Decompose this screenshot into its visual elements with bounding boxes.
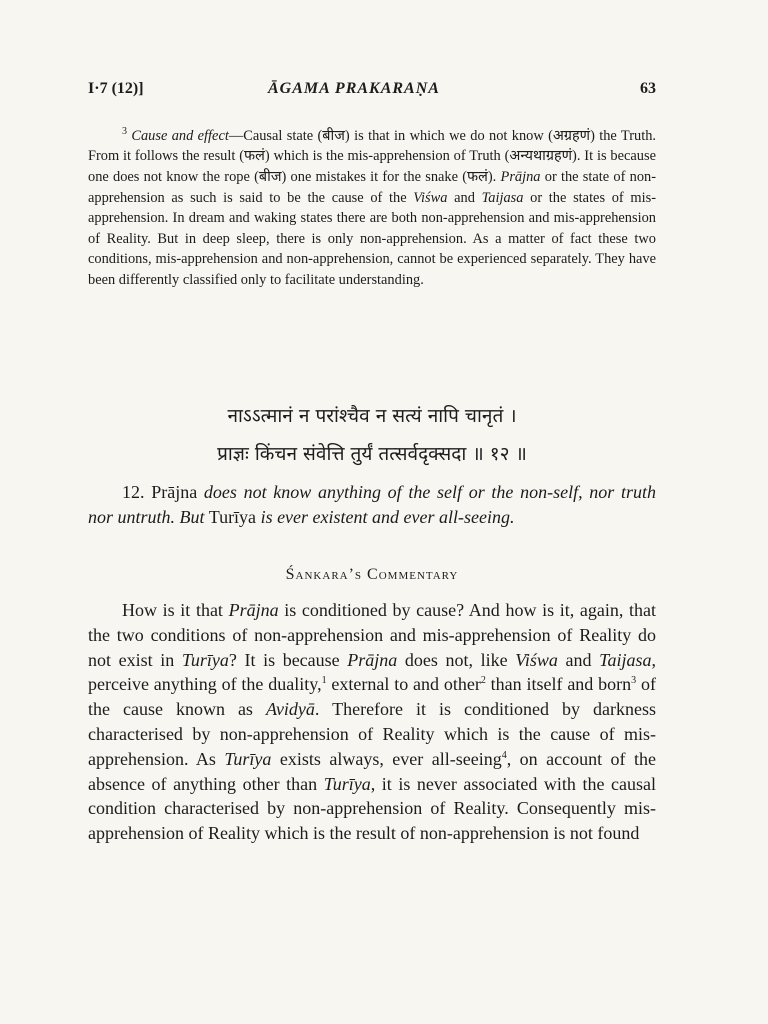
sanskrit-term: (बीज) — [254, 168, 287, 185]
verse-text: does not know anything of the self or the non-self, nor truth nor untruth. But — [88, 482, 657, 527]
footnote-text: Causal state — [243, 127, 318, 144]
verse-term-turiya: Turīya — [208, 506, 257, 527]
commentary-text: of the cause known as — [88, 674, 656, 720]
commentary-body — [88, 598, 656, 846]
term-taijasa: Taijasa — [481, 189, 524, 206]
commentary-text: is conditioned by cause? And how is it, again, that the two conditions of non-apprehension and mis-apprehension of Reality do not exist in — [88, 600, 657, 670]
section-reference: I·7 (12)] — [88, 80, 144, 97]
chapter-title: ĀGAMA PRAKARAṆA — [268, 80, 440, 97]
commentary-text: external to and other — [326, 674, 481, 695]
term-prajna: Prājna — [500, 168, 541, 185]
commentary-text: ? It is because — [228, 649, 348, 670]
footnote-text: or the states of mis-apprehension. In dream and waking states there are both non-apprehension and mis-apprehension of Reality. But in deep sleep, there is only non-apprehension. As a matter of fact these two conditions, mis-apprehension and non-apprehension, cannot be experienced separately. They have been differently classified only to facilitate understanding. — [88, 189, 656, 288]
footnote-ref: 1 — [321, 675, 327, 687]
sanskrit-line-2: प्राज्ञः किंचन संवेत्ति तुर्यं तत्सर्वदृक्सदा ॥ १२ ॥ — [217, 443, 527, 465]
footnote-paragraph — [88, 122, 656, 291]
footnote-text: It is because one does not know the rope — [88, 148, 656, 185]
verse-text: is ever existent and ever all-seeing. — [260, 506, 515, 527]
footnote-text: or the state of non-apprehension as such is said to be the cause of the — [88, 168, 656, 206]
term-turiya: Turīya — [323, 773, 371, 794]
dash: — — [228, 127, 244, 144]
footnote-ref: 4 — [501, 749, 507, 761]
verse-translation — [88, 480, 656, 530]
sanskrit-term: (फलं) — [239, 148, 270, 165]
verse-term-prajna: Prājna — [151, 482, 198, 502]
term-prajna: Prājna — [228, 600, 279, 620]
running-head — [88, 80, 656, 104]
footnote-text: which is the mis-apprehension of Truth — [269, 148, 505, 165]
commentary-paragraph — [88, 598, 656, 846]
footnote-term: Cause and effect — [131, 127, 229, 144]
commentary-text: exists always, ever all-seeing — [271, 748, 502, 769]
sanskrit-term: (अन्यथाग्रहणं). — [504, 148, 581, 165]
footnote-ref: 2 — [480, 675, 486, 687]
sanskrit-verse — [88, 397, 656, 473]
footnote-text: the Truth. From it follows the result — [88, 127, 656, 165]
footnote-text: and — [447, 189, 482, 206]
footnote-marker: 3 — [122, 126, 127, 137]
term-turiya: Turīya — [181, 649, 229, 670]
sanskrit-term: (फलं). — [462, 168, 497, 185]
commentary-text: , on account of the absence of anything other than — [88, 748, 656, 794]
term-viswa: Viśwa — [515, 649, 558, 670]
term-taijasa: Taijasa — [599, 649, 652, 670]
commentary-text: . Therefore it is conditioned by darkness characterised by non-apprehension of Reality which is the cause of mis-apprehension. As — [88, 699, 656, 769]
verse-number: 12. — [122, 482, 145, 502]
commentary-text: and — [557, 649, 600, 670]
footnote-text: is that in which we do not know — [349, 127, 549, 144]
page-number: 63 — [640, 80, 656, 97]
sanskrit-term: (अग्रहणं) — [548, 127, 595, 144]
term-viswa: Viśwa — [413, 189, 448, 206]
term-prajna: Prājna — [347, 649, 398, 670]
commentary-text: than itself and born — [485, 674, 632, 695]
sanskrit-line-1: नाऽऽत्मानं न परांश्चैव न सत्यं नापि चानृतं । — [227, 405, 517, 427]
term-turiya: Turīya — [224, 748, 272, 769]
sanskrit-term: (बीज) — [317, 127, 350, 144]
commentary-text: How is it that — [122, 600, 229, 620]
commentary-text: , perceive anything of the duality, — [88, 649, 656, 695]
term-avidya: Avidyā — [265, 699, 315, 720]
footnote-3 — [88, 122, 656, 291]
commentary-heading: Śankara’s Commentary — [285, 566, 459, 583]
footnote-ref: 3 — [631, 675, 637, 687]
footnote-text: one mistakes it for the snake — [286, 168, 463, 185]
commentary-text: does not, like — [397, 649, 516, 670]
commentary-text: , it is never associated with the causal condition characterised by non-apprehension of Reality. Consequently mis-apprehension of Reality which is the result of non-apprehension is not found — [88, 773, 657, 844]
